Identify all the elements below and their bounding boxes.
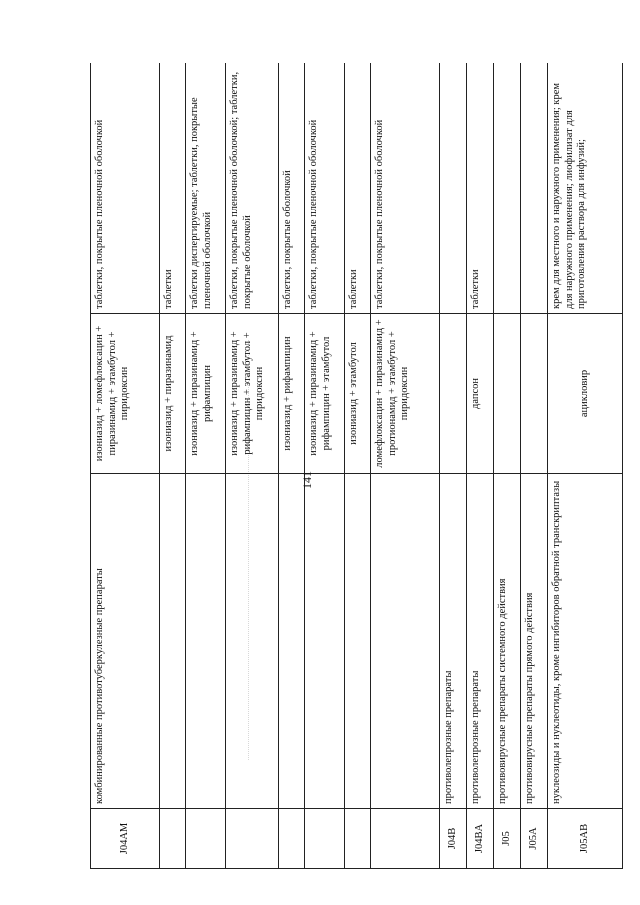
dosage-form	[440, 63, 467, 314]
group-name	[186, 474, 226, 809]
table-row	[226, 63, 279, 869]
atc-code	[345, 809, 371, 869]
dosage-form: таблетки, покрытые пленочной оболочкой; таблетки, покрытые оболочкой	[226, 63, 279, 314]
dosage-form	[521, 63, 548, 314]
atc-code: J04BA	[467, 809, 494, 869]
group-name: противовирусные препараты системного действия	[494, 474, 521, 809]
dosage-form: таблетки, покрытые пленочной оболочкой	[91, 63, 160, 314]
drug-name	[440, 314, 467, 474]
dosage-form: таблетки	[160, 63, 186, 314]
group-name	[371, 474, 440, 809]
drug-name	[521, 314, 548, 474]
atc-code: J05AB	[548, 809, 623, 869]
drug-table	[90, 63, 623, 869]
drug-name	[494, 314, 521, 474]
group-name	[160, 474, 186, 809]
atc-code	[186, 809, 226, 869]
table-row	[548, 63, 623, 869]
group-name: противолепрозные препараты	[467, 474, 494, 809]
group-name	[226, 474, 279, 809]
atc-code: J05A	[521, 809, 548, 869]
group-name: противовирусные препараты прямого действия	[521, 474, 548, 809]
table-row	[371, 63, 440, 869]
table-row	[91, 63, 160, 869]
drug-name: изониазид + рифампицин	[279, 314, 305, 474]
dosage-form	[494, 63, 521, 314]
atc-code	[279, 809, 305, 869]
rotated-page-area	[90, 63, 625, 869]
group-name	[305, 474, 345, 809]
drug-name: ацикловир	[548, 314, 623, 474]
page-number: 141	[300, 471, 314, 489]
table-row	[345, 63, 371, 869]
table-row	[160, 63, 186, 869]
table-row	[467, 63, 494, 869]
table-rotator	[90, 63, 625, 869]
atc-code: J05	[494, 809, 521, 869]
atc-code	[371, 809, 440, 869]
dosage-form: крем для местного и наружного применения; крем для наружного применения; лиофилизат для приготовления раствора для инфузий;	[548, 63, 623, 314]
dosage-form: таблетки	[345, 63, 371, 314]
drug-name: дапсон	[467, 314, 494, 474]
dosage-form: таблетки, покрытые пленочной оболочкой	[371, 63, 440, 314]
dosage-form: таблетки, покрытые пленочной оболочкой	[305, 63, 345, 314]
atc-code	[160, 809, 186, 869]
drug-name: изониазид + ломефлоксацин + пиразинамид + этамбутол + пиридоксин	[91, 314, 160, 474]
table-row	[440, 63, 467, 869]
atc-code	[305, 809, 345, 869]
drug-name: ломефлоксацин + пиразинамид + протионамид + этамбутол + пиридоксин	[371, 314, 440, 474]
atc-code	[226, 809, 279, 869]
group-name	[345, 474, 371, 809]
group-name	[279, 474, 305, 809]
atc-code: J04B	[440, 809, 467, 869]
drug-name: изониазид + пиразинамид + рифампицин + этамбутол	[305, 314, 345, 474]
group-name: комбинированные противотуберкулезные препараты	[91, 474, 160, 809]
table-row	[521, 63, 548, 869]
drug-name: изониазид + пиразинамид + рифампицин	[186, 314, 226, 474]
group-name: нуклеозиды и нуклеотиды, кроме ингибиторов обратной транскриптазы	[548, 474, 623, 809]
dosage-form: таблетки	[467, 63, 494, 314]
drug-name: изониазид + этамбутол	[345, 314, 371, 474]
table-row	[494, 63, 521, 869]
group-name: противолепрозные препараты	[440, 474, 467, 809]
table-row	[186, 63, 226, 869]
drug-name: изониазид + пиразинамид	[160, 314, 186, 474]
dosage-form: таблетки, покрытые оболочкой	[279, 63, 305, 314]
atc-code: J04AM	[91, 809, 160, 869]
dosage-form: таблетки диспергируемые; таблетки, покрытые пленочной оболочкой	[186, 63, 226, 314]
drug-name: изониазид + пиразинамид + рифампицин + этамбутол + пиридоксин	[226, 314, 279, 474]
